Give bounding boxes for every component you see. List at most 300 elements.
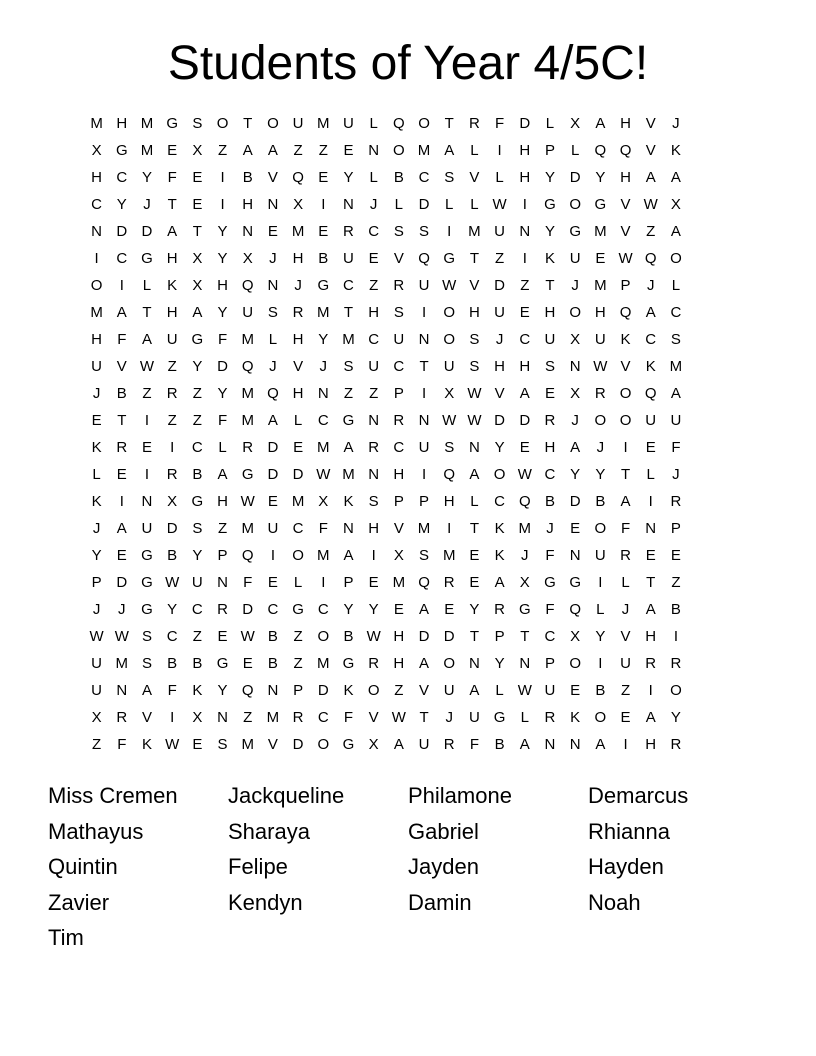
grid-cell[interactable]: L	[142, 277, 152, 294]
grid-cell[interactable]: P	[494, 628, 505, 645]
grid-cell[interactable]: O	[317, 628, 330, 645]
grid-cell[interactable]: A	[469, 682, 480, 699]
grid-cell[interactable]: E	[267, 574, 278, 591]
grid-cell[interactable]: K	[620, 331, 631, 348]
grid-cell[interactable]: D	[569, 169, 581, 186]
grid-cell[interactable]: Z	[192, 385, 202, 402]
grid-cell[interactable]: X	[91, 142, 102, 159]
grid-cell[interactable]: C	[166, 628, 178, 645]
grid-cell[interactable]: N	[519, 223, 531, 240]
grid-cell[interactable]: Y	[469, 601, 480, 618]
grid-cell[interactable]: C	[317, 601, 329, 618]
grid-cell[interactable]: R	[468, 115, 480, 132]
grid-cell[interactable]: S	[469, 331, 480, 348]
grid-cell[interactable]: Y	[91, 547, 102, 564]
grid-cell[interactable]: D	[418, 196, 430, 213]
grid-cell[interactable]: E	[192, 196, 203, 213]
grid-cell[interactable]: X	[242, 250, 253, 267]
grid-cell[interactable]: I	[371, 547, 376, 564]
grid-cell[interactable]: B	[595, 493, 606, 510]
grid-cell[interactable]: G	[317, 277, 330, 294]
grid-cell[interactable]: R	[292, 709, 304, 726]
grid-cell[interactable]: Z	[243, 709, 253, 726]
grid-cell[interactable]: Q	[418, 250, 430, 267]
grid-cell[interactable]: M	[266, 709, 280, 726]
grid-cell[interactable]: I	[421, 304, 427, 321]
grid-cell[interactable]: N	[343, 520, 354, 537]
grid-cell[interactable]: K	[570, 709, 581, 726]
grid-cell[interactable]: L	[293, 412, 303, 429]
grid-cell[interactable]: P	[544, 655, 555, 672]
grid-cell[interactable]: N	[267, 277, 279, 294]
grid-cell[interactable]: Z	[495, 250, 505, 267]
grid-cell[interactable]: U	[468, 709, 480, 726]
grid-cell[interactable]: L	[570, 142, 580, 159]
grid-cell[interactable]: G	[141, 250, 153, 267]
grid-cell[interactable]: T	[520, 628, 530, 645]
grid-cell[interactable]: N	[519, 655, 531, 672]
grid-cell[interactable]: U	[393, 331, 405, 348]
grid-cell[interactable]: T	[444, 115, 454, 132]
grid-cell[interactable]: J	[118, 601, 126, 618]
grid-cell[interactable]: I	[623, 736, 628, 753]
grid-cell[interactable]: S	[217, 736, 228, 753]
grid-cell[interactable]: F	[545, 601, 555, 618]
grid-cell[interactable]: D	[166, 520, 178, 537]
grid-cell[interactable]: W	[240, 493, 255, 510]
grid-cell[interactable]: R	[620, 547, 631, 564]
grid-cell[interactable]: Q	[619, 304, 632, 321]
grid-cell[interactable]: F	[545, 547, 555, 564]
grid-cell[interactable]: R	[292, 304, 304, 321]
grid-cell[interactable]: K	[192, 682, 203, 699]
grid-cell[interactable]: I	[170, 439, 175, 456]
grid-cell[interactable]: H	[620, 115, 631, 132]
grid-cell[interactable]: R	[343, 223, 354, 240]
grid-cell[interactable]: U	[343, 250, 354, 267]
grid-cell[interactable]: B	[595, 682, 606, 699]
grid-cell[interactable]: K	[670, 142, 681, 159]
grid-cell[interactable]: P	[670, 520, 681, 537]
grid-cell[interactable]: A	[267, 412, 278, 429]
grid-cell[interactable]: M	[317, 547, 330, 564]
grid-cell[interactable]: W	[391, 709, 406, 726]
grid-cell[interactable]: E	[519, 304, 530, 321]
grid-cell[interactable]: W	[442, 277, 457, 294]
grid-cell[interactable]: M	[140, 142, 154, 159]
grid-cell[interactable]: S	[368, 493, 379, 510]
grid-cell[interactable]: E	[242, 655, 253, 672]
grid-cell[interactable]: H	[519, 169, 531, 186]
grid-cell[interactable]: T	[469, 628, 479, 645]
grid-cell[interactable]: L	[369, 169, 378, 186]
grid-cell[interactable]: M	[442, 547, 456, 564]
grid-cell[interactable]: U	[494, 223, 506, 240]
grid-cell[interactable]: A	[670, 385, 681, 402]
grid-cell[interactable]: Q	[241, 277, 254, 294]
grid-cell[interactable]: O	[493, 466, 506, 483]
grid-cell[interactable]: Z	[192, 412, 202, 429]
grid-cell[interactable]: E	[595, 250, 606, 267]
grid-cell[interactable]: W	[89, 628, 104, 645]
grid-cell[interactable]: F	[167, 169, 177, 186]
grid-cell[interactable]: D	[569, 493, 581, 510]
grid-cell[interactable]: I	[447, 520, 452, 537]
grid-cell[interactable]: U	[141, 520, 153, 537]
grid-cell[interactable]: S	[141, 628, 152, 645]
grid-cell[interactable]: D	[494, 277, 506, 294]
grid-cell[interactable]: E	[318, 169, 329, 186]
grid-cell[interactable]: I	[321, 574, 326, 591]
grid-cell[interactable]: L	[621, 574, 630, 591]
grid-cell[interactable]: Z	[192, 628, 202, 645]
grid-cell[interactable]: G	[594, 196, 607, 213]
grid-cell[interactable]: F	[117, 331, 127, 348]
grid-cell[interactable]: H	[645, 736, 657, 753]
grid-cell[interactable]: E	[217, 628, 228, 645]
grid-cell[interactable]: C	[519, 331, 531, 348]
grid-cell[interactable]: M	[417, 520, 431, 537]
grid-cell[interactable]: S	[544, 358, 555, 375]
grid-cell[interactable]: U	[544, 682, 556, 699]
grid-cell[interactable]: E	[469, 574, 480, 591]
grid-cell[interactable]: J	[269, 358, 277, 375]
grid-cell[interactable]: Y	[595, 628, 606, 645]
grid-cell[interactable]: L	[218, 439, 227, 456]
grid-cell[interactable]: A	[444, 142, 455, 159]
grid-cell[interactable]: E	[343, 142, 354, 159]
grid-cell[interactable]: U	[242, 304, 254, 321]
grid-cell[interactable]: A	[343, 439, 354, 456]
grid-cell[interactable]: Q	[518, 493, 531, 510]
grid-cell[interactable]: M	[90, 304, 103, 321]
grid-cell[interactable]: D	[292, 466, 304, 483]
grid-cell[interactable]: I	[220, 169, 225, 186]
grid-cell[interactable]: M	[468, 223, 481, 240]
grid-cell[interactable]: Q	[443, 466, 456, 483]
grid-cell[interactable]: M	[669, 358, 683, 375]
grid-cell[interactable]: I	[321, 196, 326, 213]
grid-cell[interactable]: H	[443, 493, 455, 510]
grid-cell[interactable]: P	[343, 574, 354, 591]
grid-cell[interactable]: V	[419, 682, 430, 699]
grid-cell[interactable]: E	[570, 520, 581, 537]
grid-cell[interactable]: D	[519, 115, 531, 132]
grid-cell[interactable]: M	[115, 655, 129, 672]
grid-cell[interactable]: E	[192, 736, 203, 753]
grid-cell[interactable]: E	[293, 439, 304, 456]
grid-cell[interactable]: D	[116, 574, 128, 591]
grid-cell[interactable]: W	[492, 196, 507, 213]
grid-cell[interactable]: W	[517, 682, 532, 699]
grid-cell[interactable]: Z	[520, 277, 530, 294]
grid-cell[interactable]: L	[445, 196, 454, 213]
grid-cell[interactable]: Y	[217, 682, 228, 699]
grid-cell[interactable]: G	[141, 547, 153, 564]
grid-cell[interactable]: L	[545, 115, 555, 132]
grid-cell[interactable]: G	[166, 115, 178, 132]
grid-cell[interactable]: R	[393, 412, 405, 429]
grid-cell[interactable]: Q	[619, 142, 632, 159]
grid-cell[interactable]: Y	[368, 601, 379, 618]
grid-cell[interactable]: V	[293, 358, 304, 375]
grid-cell[interactable]: E	[141, 439, 152, 456]
grid-cell[interactable]: K	[645, 358, 656, 375]
grid-cell[interactable]: Q	[569, 601, 581, 618]
grid-cell[interactable]: I	[119, 277, 124, 294]
grid-cell[interactable]: U	[166, 331, 178, 348]
grid-cell[interactable]: J	[495, 331, 504, 348]
grid-cell[interactable]: N	[468, 655, 480, 672]
grid-cell[interactable]: Q	[241, 547, 254, 564]
grid-cell[interactable]: U	[494, 304, 506, 321]
grid-cell[interactable]: J	[546, 520, 554, 537]
grid-cell[interactable]: F	[117, 736, 127, 753]
grid-cell[interactable]: C	[645, 331, 657, 348]
grid-cell[interactable]: B	[318, 250, 329, 267]
grid-cell[interactable]: A	[645, 169, 656, 186]
grid-cell[interactable]: H	[594, 304, 606, 321]
grid-cell[interactable]: F	[167, 682, 177, 699]
grid-cell[interactable]: U	[418, 736, 430, 753]
grid-cell[interactable]: I	[170, 709, 175, 726]
grid-cell[interactable]: O	[594, 520, 607, 537]
grid-cell[interactable]: A	[570, 439, 581, 456]
grid-cell[interactable]: N	[368, 142, 380, 159]
grid-cell[interactable]: E	[368, 574, 379, 591]
grid-cell[interactable]: Y	[595, 466, 606, 483]
grid-cell[interactable]: J	[621, 601, 630, 618]
grid-cell[interactable]: O	[267, 115, 279, 132]
grid-cell[interactable]: C	[368, 223, 380, 240]
grid-cell[interactable]: E	[544, 385, 555, 402]
grid-cell[interactable]: C	[670, 304, 682, 321]
grid-cell[interactable]: P	[393, 493, 404, 510]
grid-cell[interactable]: C	[544, 628, 556, 645]
grid-cell[interactable]: Y	[544, 223, 555, 240]
grid-cell[interactable]: F	[495, 115, 505, 132]
grid-cell[interactable]: X	[570, 331, 581, 348]
grid-cell[interactable]: I	[648, 493, 653, 510]
grid-cell[interactable]: H	[116, 115, 128, 132]
grid-cell[interactable]: C	[343, 277, 354, 294]
grid-cell[interactable]: L	[470, 196, 479, 213]
grid-cell[interactable]: K	[91, 493, 102, 510]
grid-cell[interactable]: Z	[92, 736, 102, 753]
grid-cell[interactable]: N	[267, 196, 279, 213]
grid-cell[interactable]: A	[645, 709, 656, 726]
grid-cell[interactable]: D	[116, 223, 128, 240]
grid-cell[interactable]: U	[418, 277, 430, 294]
grid-cell[interactable]: S	[393, 304, 404, 321]
grid-cell[interactable]: C	[317, 709, 329, 726]
grid-cell[interactable]: P	[393, 385, 404, 402]
grid-cell[interactable]: Z	[343, 385, 354, 402]
grid-cell[interactable]: T	[192, 223, 202, 240]
grid-cell[interactable]: F	[671, 439, 681, 456]
grid-cell[interactable]: G	[544, 574, 556, 591]
grid-cell[interactable]: S	[267, 304, 278, 321]
grid-cell[interactable]: R	[670, 493, 682, 510]
grid-cell[interactable]: S	[393, 223, 404, 240]
grid-cell[interactable]: I	[522, 196, 527, 213]
grid-cell[interactable]: I	[119, 493, 124, 510]
grid-cell[interactable]: G	[342, 412, 355, 429]
grid-cell[interactable]: W	[517, 466, 532, 483]
grid-cell[interactable]: X	[570, 115, 581, 132]
grid-cell[interactable]: Z	[142, 385, 152, 402]
grid-cell[interactable]: W	[240, 628, 255, 645]
grid-cell[interactable]: U	[443, 358, 455, 375]
grid-cell[interactable]: M	[241, 412, 254, 429]
grid-cell[interactable]: S	[670, 331, 681, 348]
grid-cell[interactable]: Q	[644, 385, 657, 402]
grid-cell[interactable]: A	[267, 142, 278, 159]
grid-cell[interactable]: I	[497, 142, 502, 159]
grid-cell[interactable]: J	[92, 385, 101, 402]
grid-cell[interactable]: M	[594, 277, 607, 294]
grid-cell[interactable]: U	[91, 358, 103, 375]
grid-cell[interactable]: R	[594, 385, 606, 402]
grid-cell[interactable]: U	[544, 331, 556, 348]
grid-cell[interactable]: X	[167, 493, 178, 510]
grid-cell[interactable]: E	[267, 223, 278, 240]
grid-cell[interactable]: O	[569, 196, 581, 213]
grid-cell[interactable]: A	[469, 466, 480, 483]
grid-cell[interactable]: U	[343, 115, 354, 132]
grid-cell[interactable]: R	[494, 601, 506, 618]
grid-cell[interactable]: I	[220, 196, 225, 213]
grid-cell[interactable]: A	[419, 655, 430, 672]
grid-cell[interactable]: T	[343, 304, 354, 321]
grid-cell[interactable]: M	[241, 385, 254, 402]
grid-cell[interactable]: D	[267, 439, 279, 456]
grid-cell[interactable]: E	[645, 547, 656, 564]
grid-cell[interactable]: O	[670, 250, 682, 267]
grid-cell[interactable]: Z	[369, 277, 379, 294]
grid-cell[interactable]: F	[620, 520, 631, 537]
grid-cell[interactable]: N	[91, 223, 103, 240]
grid-cell[interactable]: G	[569, 223, 581, 240]
grid-cell[interactable]: B	[116, 385, 127, 402]
grid-cell[interactable]: I	[648, 682, 653, 699]
grid-cell[interactable]: Y	[192, 358, 203, 375]
grid-cell[interactable]: M	[140, 115, 154, 132]
grid-cell[interactable]: U	[368, 358, 380, 375]
grid-cell[interactable]: Y	[570, 466, 581, 483]
grid-cell[interactable]: H	[166, 250, 178, 267]
grid-cell[interactable]: R	[166, 385, 178, 402]
grid-cell[interactable]: M	[291, 493, 305, 510]
grid-cell[interactable]: E	[645, 439, 656, 456]
grid-cell[interactable]: W	[643, 196, 658, 213]
grid-cell[interactable]: M	[342, 466, 355, 483]
grid-cell[interactable]: X	[293, 196, 304, 213]
grid-cell[interactable]: G	[518, 601, 531, 618]
grid-cell[interactable]: B	[192, 655, 203, 672]
grid-cell[interactable]: J	[269, 250, 277, 267]
grid-cell[interactable]: S	[192, 115, 203, 132]
grid-cell[interactable]: D	[292, 736, 304, 753]
grid-cell[interactable]: A	[595, 736, 606, 753]
grid-cell[interactable]: N	[242, 223, 254, 240]
grid-cell[interactable]: G	[241, 466, 254, 483]
grid-cell[interactable]: E	[116, 466, 127, 483]
grid-cell[interactable]: B	[343, 628, 354, 645]
grid-cell[interactable]: F	[318, 520, 328, 537]
grid-cell[interactable]: N	[645, 520, 657, 537]
grid-cell[interactable]: R	[116, 709, 128, 726]
grid-cell[interactable]: E	[318, 223, 329, 240]
grid-cell[interactable]: Y	[217, 250, 228, 267]
grid-cell[interactable]: M	[342, 331, 355, 348]
grid-cell[interactable]: M	[317, 655, 330, 672]
grid-cell[interactable]: I	[144, 412, 150, 429]
grid-cell[interactable]: A	[141, 682, 152, 699]
grid-cell[interactable]: Y	[343, 169, 354, 186]
grid-cell[interactable]: P	[419, 493, 430, 510]
grid-cell[interactable]: O	[367, 682, 380, 699]
grid-cell[interactable]: Z	[646, 223, 656, 240]
grid-cell[interactable]: T	[117, 412, 127, 429]
grid-cell[interactable]: R	[393, 277, 405, 294]
grid-cell[interactable]: W	[366, 628, 381, 645]
grid-cell[interactable]: X	[192, 277, 203, 294]
grid-cell[interactable]: H	[292, 385, 304, 402]
grid-cell[interactable]: J	[571, 412, 579, 429]
grid-cell[interactable]: R	[443, 574, 455, 591]
grid-cell[interactable]: H	[519, 142, 531, 159]
grid-cell[interactable]: A	[116, 520, 127, 537]
grid-cell[interactable]: H	[292, 250, 304, 267]
grid-cell[interactable]: G	[216, 655, 229, 672]
grid-cell[interactable]: Q	[241, 682, 254, 699]
grid-cell[interactable]: J	[646, 277, 655, 294]
grid-cell[interactable]: C	[191, 439, 203, 456]
grid-cell[interactable]: D	[418, 628, 430, 645]
grid-cell[interactable]: D	[317, 682, 329, 699]
grid-cell[interactable]: Z	[167, 412, 177, 429]
grid-cell[interactable]: A	[620, 493, 631, 510]
grid-cell[interactable]: H	[544, 304, 556, 321]
grid-cell[interactable]: O	[292, 547, 304, 564]
grid-cell[interactable]: N	[569, 547, 581, 564]
grid-cell[interactable]: A	[595, 115, 606, 132]
grid-cell[interactable]: H	[468, 304, 480, 321]
grid-cell[interactable]: A	[519, 385, 530, 402]
grid-cell[interactable]: B	[393, 169, 404, 186]
grid-cell[interactable]: K	[91, 439, 102, 456]
grid-cell[interactable]: H	[494, 358, 506, 375]
grid-cell[interactable]: G	[493, 709, 506, 726]
grid-cell[interactable]: T	[646, 574, 656, 591]
grid-cell[interactable]: W	[467, 412, 482, 429]
grid-cell[interactable]: X	[192, 709, 203, 726]
grid-cell[interactable]: N	[468, 439, 480, 456]
grid-cell[interactable]: S	[444, 439, 455, 456]
grid-cell[interactable]: G	[342, 655, 355, 672]
grid-cell[interactable]: R	[670, 736, 682, 753]
grid-cell[interactable]: J	[571, 277, 579, 294]
grid-cell[interactable]: M	[317, 115, 330, 132]
grid-cell[interactable]: I	[421, 466, 427, 483]
grid-cell[interactable]: V	[141, 709, 152, 726]
grid-cell[interactable]: A	[343, 547, 354, 564]
grid-cell[interactable]: V	[620, 196, 631, 213]
grid-cell[interactable]: U	[645, 412, 657, 429]
grid-cell[interactable]: U	[594, 331, 606, 348]
grid-cell[interactable]: X	[192, 142, 203, 159]
